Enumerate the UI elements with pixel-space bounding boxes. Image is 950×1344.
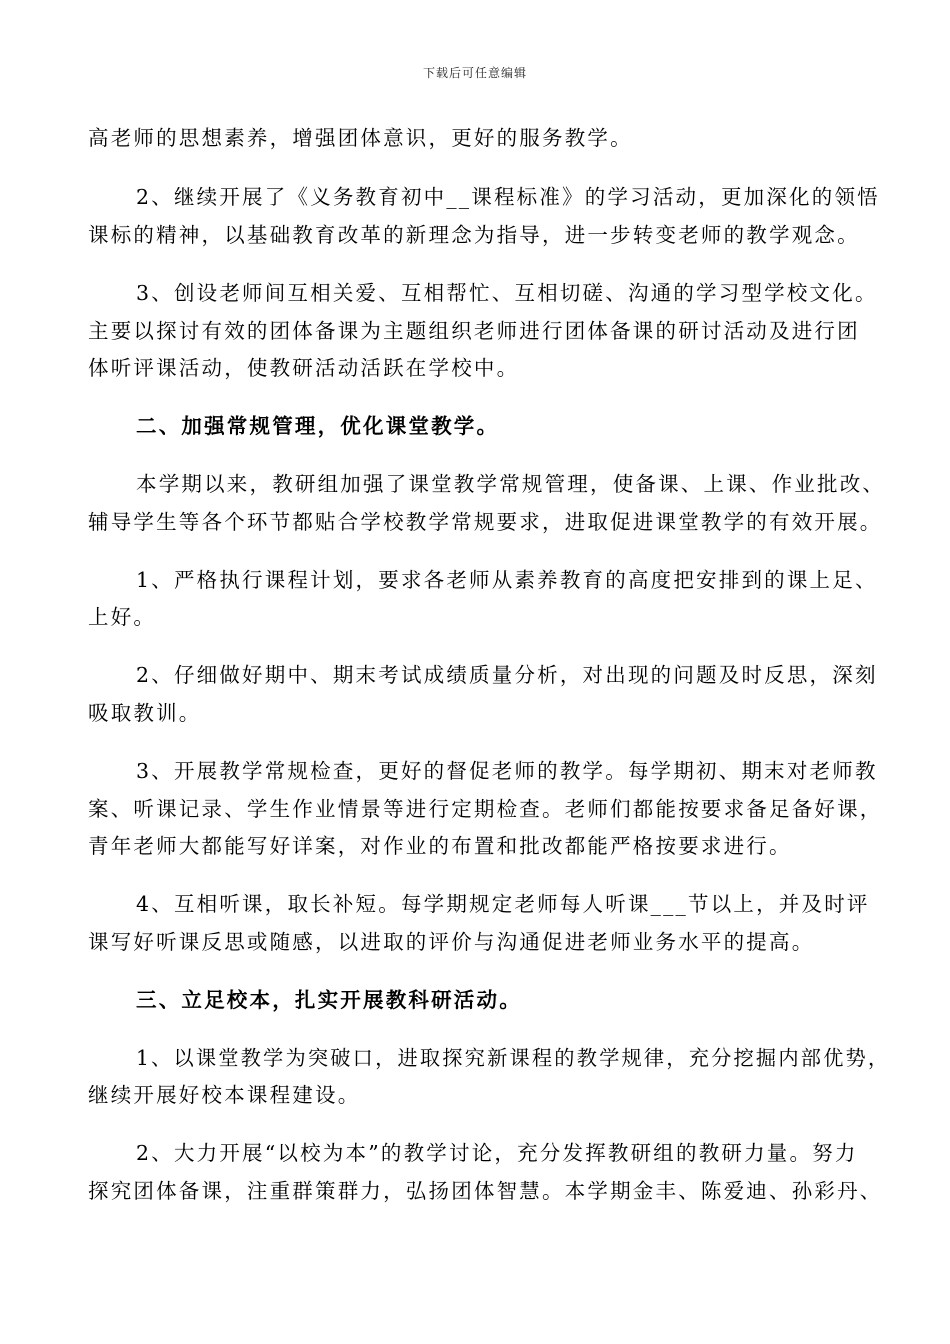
body-text-line: 主要以探讨有效的团体备课为主题组织老师进行团体备课的研讨活动及进行团 bbox=[88, 319, 860, 343]
body-text-line: 1、以课堂教学为突破口，进取探究新课程的教学规律，充分挖掘内部优势， bbox=[136, 1046, 891, 1070]
body-text-line: 青年老师大都能写好详案，对作业的布置和批改都能严格按要求进行。 bbox=[88, 834, 792, 858]
body-text-line: 体听评课活动，使教研活动活跃在学校中。 bbox=[88, 356, 520, 380]
body-text-line: 课写好听课反思或随感，以进取的评价与沟通促进老师业务水平的提高。 bbox=[88, 930, 815, 954]
body-text-line: 3、创设老师间互相关爱、互相帮忙、互相切磋、沟通的学习型学校文化。 bbox=[136, 281, 878, 305]
body-text-line: 2、仔细做好期中、期末考试成绩质量分析，对出现的问题及时反思，深刻 bbox=[136, 663, 878, 687]
body-text-line: 上好。 bbox=[88, 605, 157, 629]
body-text-line: 案、听课记录、学生作业情景等进行定期检查。老师们都能按要求备足备好课， bbox=[88, 797, 883, 821]
body-text-line: 辅导学生等各个环节都贴合学校教学常规要求，进取促进课堂教学的有效开展。 bbox=[88, 510, 883, 534]
body-text-line: 4、互相听课，取长补短。每学期规定老师每人听课___节以上，并及时评 bbox=[136, 892, 870, 916]
body-text-line: 1、严格执行课程计划，要求各老师从素养教育的高度把安排到的课上足、 bbox=[136, 568, 878, 592]
body-text-line: 探究团体备课，注重群策群力，弘扬团体智慧。本学期金丰、陈爱迪、孙彩丹、 bbox=[88, 1179, 883, 1203]
body-text-line: 吸取教训。 bbox=[88, 701, 202, 725]
section-heading: 二、加强常规管理，优化课堂教学。 bbox=[136, 414, 500, 438]
body-text-line: 本学期以来，教研组加强了课堂教学常规管理，使备课、上课、作业批改、 bbox=[136, 472, 886, 496]
body-text-line: 2、大力开展“以校为本”的教学讨论，充分发挥教研组的教研力量。努力 bbox=[136, 1141, 858, 1165]
page-header-note: 下载后可任意编辑 bbox=[422, 66, 527, 80]
body-text-line: 课标的精神，以基础教育改革的新理念为指导，进一步转变老师的教学观念。 bbox=[88, 223, 860, 247]
section-heading: 三、立足校本，扎实开展教科研活动。 bbox=[136, 988, 522, 1012]
body-text-line: 高老师的思想素养，增强团体意识，更好的服务教学。 bbox=[88, 126, 633, 150]
body-text-line: 继续开展好校本课程建设。 bbox=[88, 1083, 361, 1107]
body-text-line: 2、继续开展了《义务教育初中__课程标准》的学习活动，更加深化的领悟 bbox=[136, 185, 880, 209]
body-text-line: 3、开展教学常规检查，更好的督促老师的教学。每学期初、期末对老师教 bbox=[136, 759, 878, 783]
